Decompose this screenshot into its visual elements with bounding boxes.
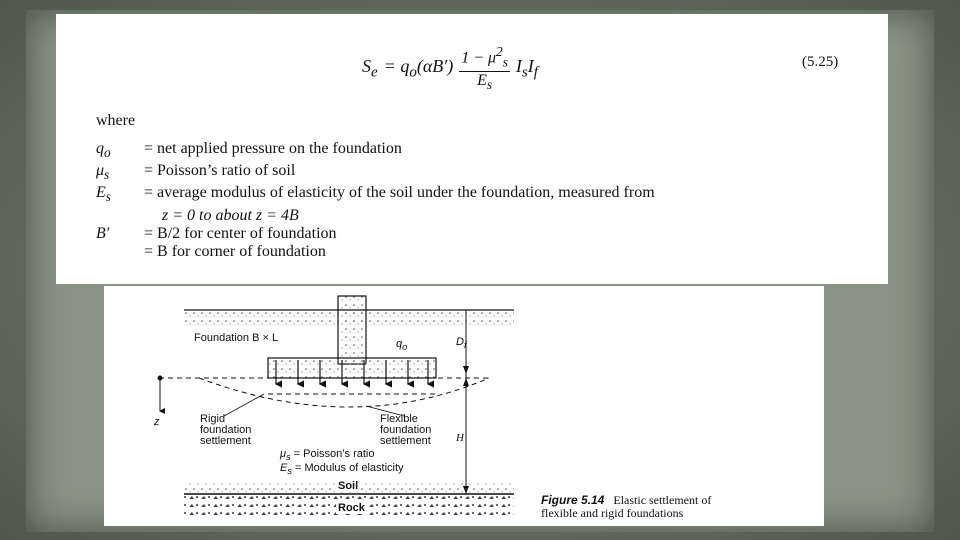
flexible-settlement-curve [199, 378, 489, 407]
legend-poisson: $\mu_s$ = Poisson’s ratio [280, 448, 375, 463]
equation-card [56, 14, 888, 284]
definition-row: = B for corner of foundation [144, 242, 326, 260]
legend-modulus: $E_s$ = Modulus of elasticity [280, 462, 404, 477]
h-label: H [456, 432, 464, 444]
z-label: z [154, 416, 160, 428]
definition-row: z = 0 to about z = 4B [162, 206, 299, 224]
figure-card [104, 286, 824, 526]
rigid-settlement-label: Rigid foundation settlement [200, 413, 252, 447]
foundation-label: Foundation B × L [194, 332, 279, 344]
where-label: where [96, 112, 136, 129]
flexible-settlement-label: Flexible foundation settlement [380, 413, 432, 447]
df-label: $D_f$ [456, 336, 467, 351]
qo-label: $q_o$ [396, 338, 408, 353]
figure-caption: Figure 5.14 Elastic settlement of flexible and rigid foundations [541, 493, 712, 520]
caption-title: Figure 5.14 [541, 493, 605, 507]
rock-label: Rock [338, 502, 365, 514]
soil-label: Soil [338, 480, 359, 492]
definition-row: B′ = B/2 for center of foundation [96, 224, 337, 242]
foundation-footing [268, 358, 436, 378]
definition-row: $E_s$ = average modulus of elasticity of the soil under the foundation, measured from [96, 184, 655, 205]
settlement-diagram [104, 286, 824, 526]
equation-fraction: $\frac{1 - \mu^2_s}{E_s}$ [461, 44, 508, 92]
definition-row: $q_o$ = net applied pressure on the foundation [96, 140, 402, 161]
definitions-list [96, 140, 655, 261]
equation-number: (5.25) [802, 54, 839, 70]
settlement-equation: $S_e$ = $q_o(\alpha B')$ $\frac{1 - \mu^2_s}{E_s}$ $I_sI_f$ [362, 44, 538, 92]
definition-row: $\mu_s$ = Poisson’s ratio of soil [96, 162, 296, 183]
foundation-column [338, 296, 366, 364]
